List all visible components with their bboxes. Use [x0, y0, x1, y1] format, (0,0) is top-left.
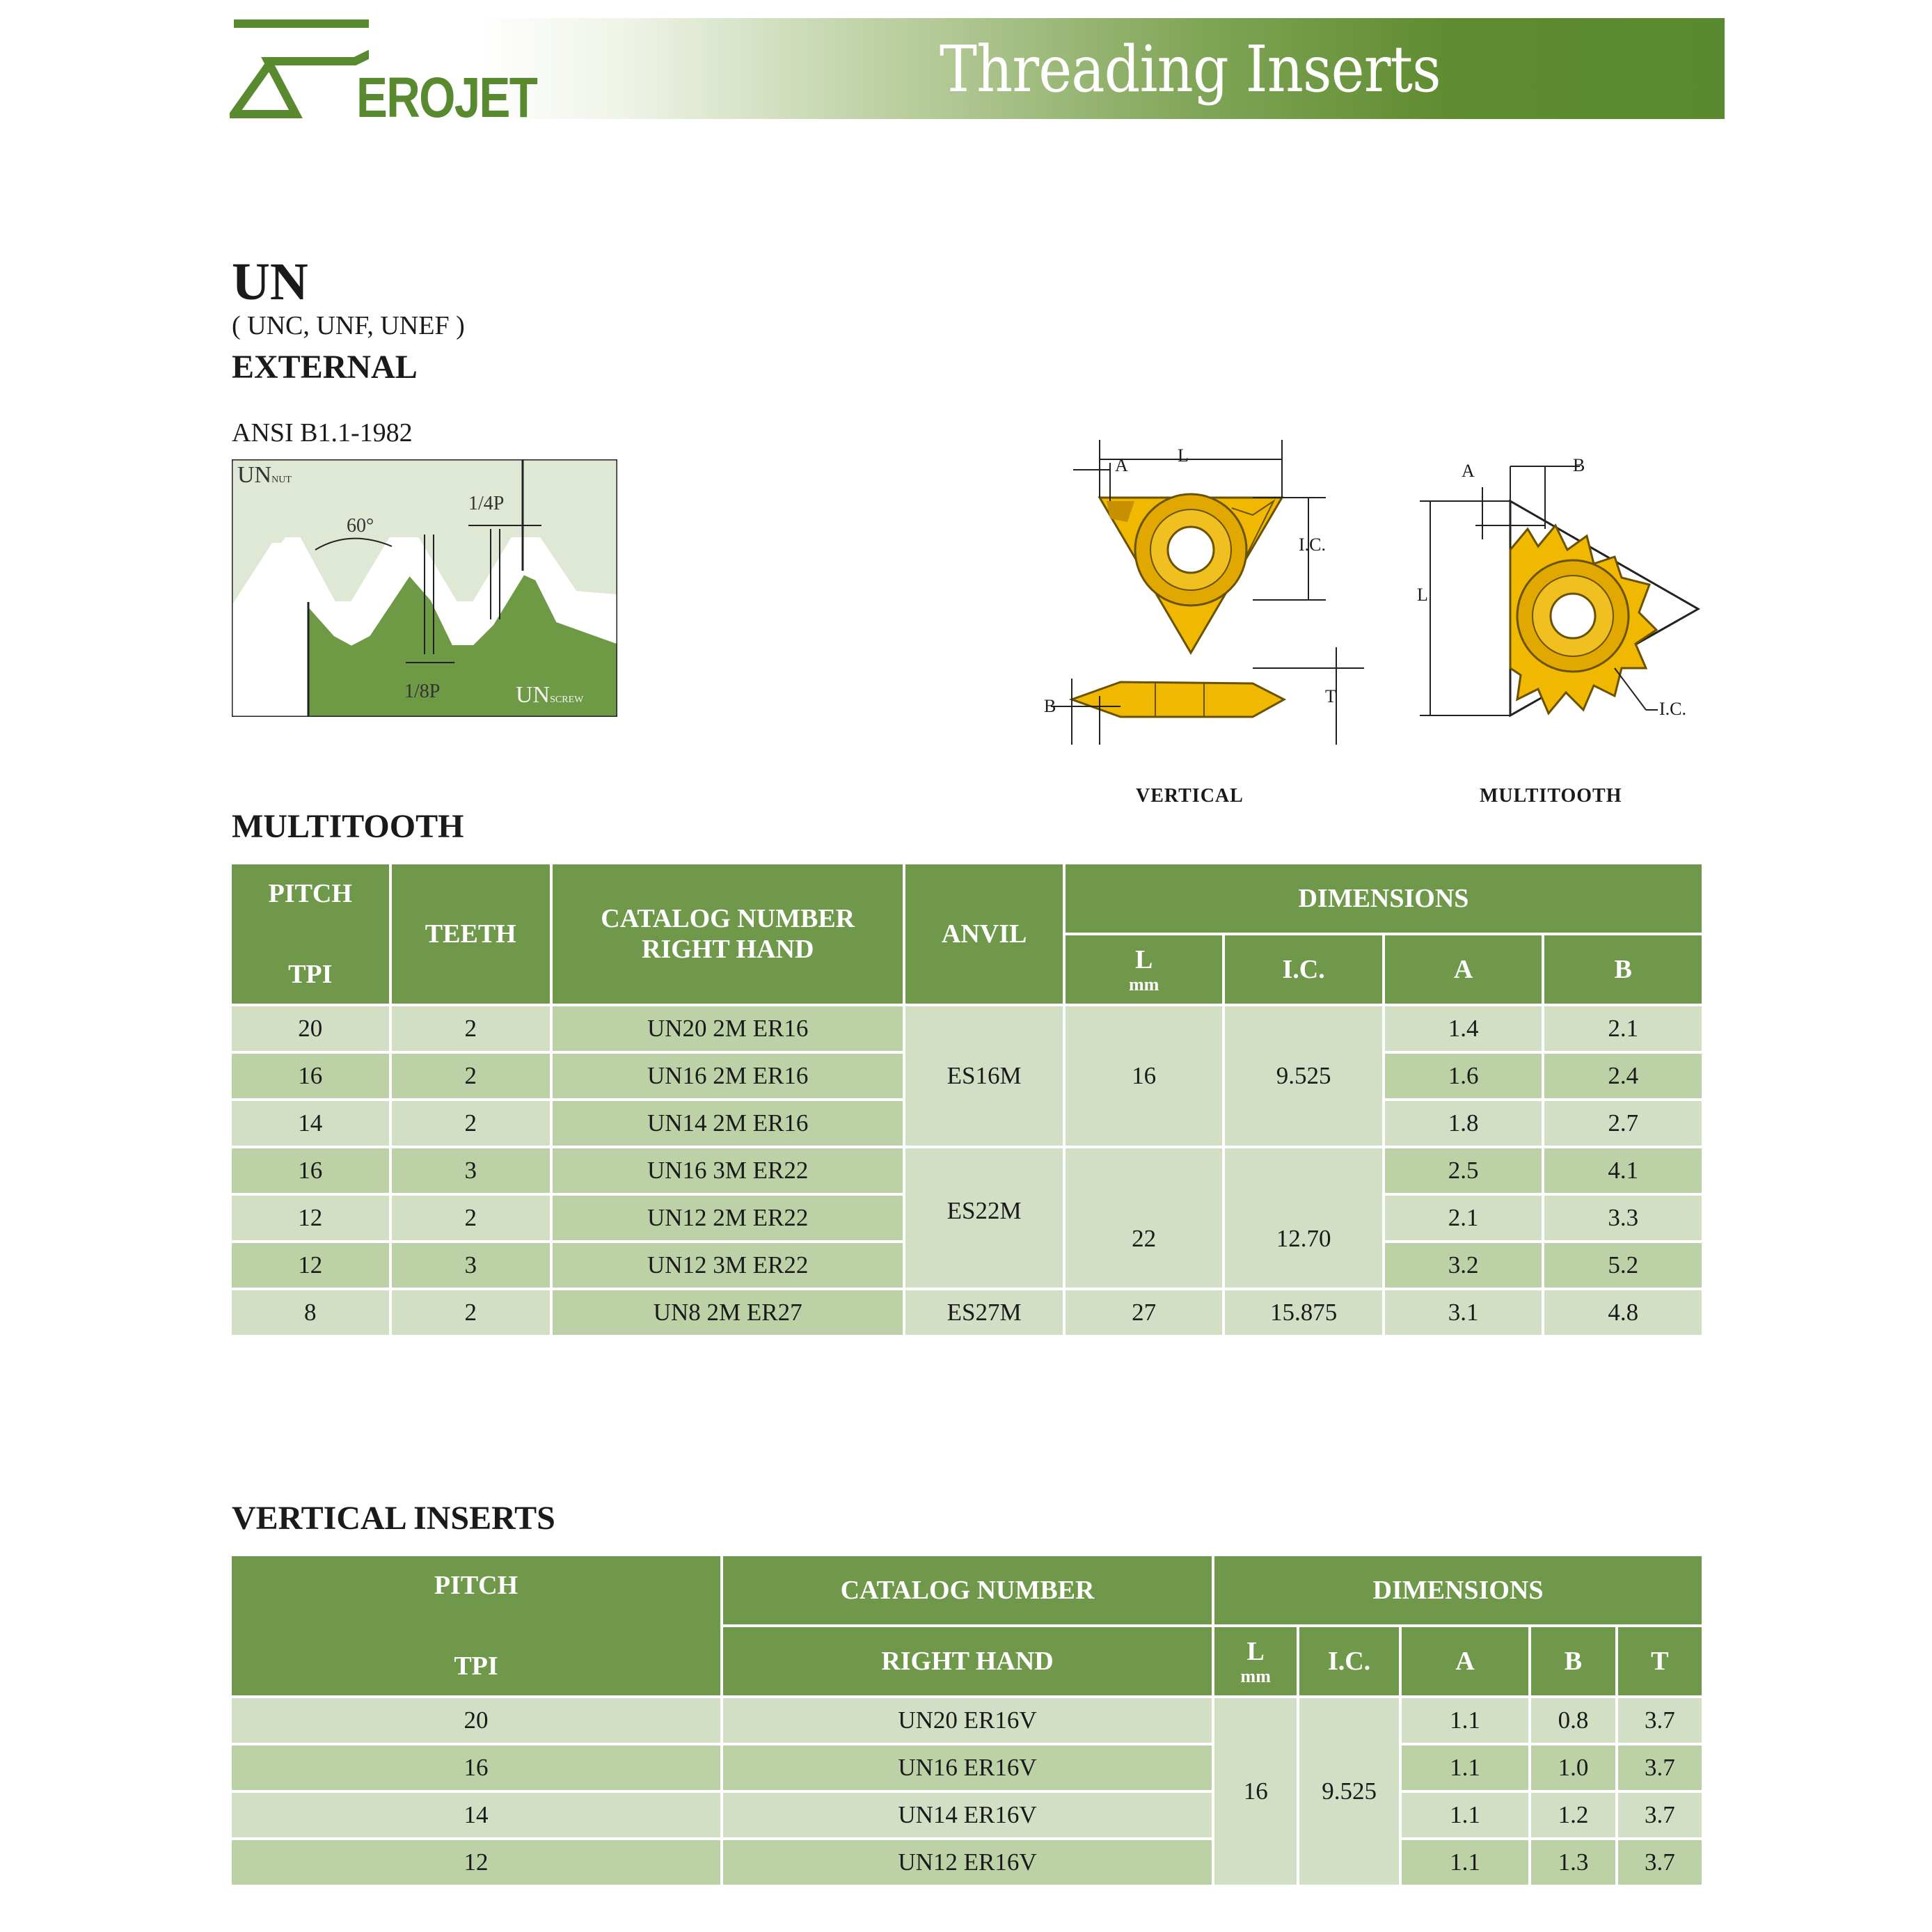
- cell-teeth: 2: [392, 1054, 551, 1098]
- header-pitch: PITCH TPI: [232, 1556, 720, 1695]
- thread-type-title: UN: [232, 253, 308, 311]
- cell-b: 1.3: [1531, 1840, 1615, 1885]
- cell-b: 0.8: [1531, 1698, 1615, 1743]
- cell-b: 2.1: [1544, 1006, 1702, 1051]
- table-row: [232, 1840, 1702, 1885]
- crest-label: 1/4P: [468, 493, 505, 514]
- cell-tpi: 20: [232, 1698, 720, 1743]
- header-dimensions: DIMENSIONS: [1066, 864, 1702, 933]
- standard-reference: ANSI B1.1-1982: [232, 418, 413, 448]
- cell-a: 1.6: [1385, 1054, 1542, 1098]
- vertical-inserts-table: [229, 1553, 1704, 1887]
- thread-variants: ( UNC, UNF, UNEF ): [232, 311, 465, 340]
- header-l: L mm: [1066, 935, 1223, 1004]
- screw-label: UNSCREW: [516, 682, 584, 708]
- header-b: B: [1531, 1627, 1615, 1695]
- vertical-a-label: A: [1115, 455, 1128, 475]
- thread-profile-svg: [232, 459, 617, 717]
- cell-l: 16: [1066, 1006, 1223, 1146]
- cell-l: 16: [1214, 1698, 1297, 1885]
- cell-b: 4.1: [1544, 1148, 1702, 1193]
- table-row: [232, 1148, 1702, 1193]
- vertical-b-label: B: [1044, 696, 1056, 716]
- cell-b: 4.8: [1544, 1290, 1702, 1335]
- cell-a: 1.8: [1385, 1101, 1542, 1146]
- cell-b: 5.2: [1544, 1243, 1702, 1288]
- header-ic: I.C.: [1225, 935, 1382, 1004]
- brand-name: EROJET: [356, 66, 537, 129]
- cell-tpi: 20: [232, 1006, 389, 1051]
- cell-teeth: 2: [392, 1101, 551, 1146]
- cell-teeth: 3: [392, 1243, 551, 1288]
- cell-anvil: ES22M: [905, 1148, 1063, 1288]
- cell-catalog: UN12 2M ER22: [553, 1196, 903, 1240]
- multitooth-ic-label: I.C.: [1659, 699, 1686, 719]
- vertical-caption: VERTICAL: [1136, 785, 1244, 807]
- cell-t: 3.7: [1618, 1745, 1702, 1790]
- vertical-t-label: T: [1325, 686, 1336, 706]
- vertical-l-label: L: [1178, 445, 1189, 466]
- vertical-section-title: VERTICAL INSERTS: [232, 1500, 555, 1537]
- cell-tpi: 16: [232, 1148, 389, 1193]
- cell-tpi: 12: [232, 1840, 720, 1885]
- header-b: B: [1544, 935, 1702, 1004]
- cell-a: 2.5: [1385, 1148, 1542, 1193]
- cell-teeth: 2: [392, 1006, 551, 1051]
- header-a: A: [1402, 1627, 1529, 1695]
- cell-tpi: 14: [232, 1101, 389, 1146]
- multitooth-table: [229, 862, 1704, 1338]
- multitooth-a-label: A: [1462, 461, 1475, 481]
- table-row: [232, 1793, 1702, 1837]
- header-catalog: CATALOG NUMBER RIGHT HAND: [553, 864, 903, 1004]
- table-row: [232, 1745, 1702, 1790]
- cell-a: 2.1: [1385, 1196, 1542, 1240]
- cell-catalog: UN12 3M ER22: [553, 1243, 903, 1288]
- header-right-hand: RIGHT HAND: [723, 1627, 1212, 1695]
- cell-b: 3.3: [1544, 1196, 1702, 1240]
- cell-catalog: UN14 ER16V: [723, 1793, 1212, 1837]
- vertical-insert-svg: [1044, 431, 1364, 759]
- header-pitch: PITCH TPI: [232, 864, 389, 1004]
- cell-catalog: UN8 2M ER27: [553, 1290, 903, 1335]
- cell-teeth: 2: [392, 1290, 551, 1335]
- multitooth-l-label: L: [1417, 585, 1428, 605]
- cell-a: 1.4: [1385, 1006, 1542, 1051]
- page-header: [230, 18, 1725, 129]
- cell-teeth: 3: [392, 1148, 551, 1193]
- angle-label: 60°: [347, 515, 374, 537]
- nut-label: UNNUT: [237, 462, 292, 488]
- cell-ic: 12.70: [1225, 1148, 1382, 1288]
- brand-logo-icon: [230, 18, 369, 119]
- cell-b: 1.2: [1531, 1793, 1615, 1837]
- vertical-insert-drawing: [1044, 431, 1364, 759]
- header-a: A: [1385, 935, 1542, 1004]
- header-anvil: ANVIL: [905, 864, 1063, 1004]
- cell-teeth: 2: [392, 1196, 551, 1240]
- cell-t: 3.7: [1618, 1840, 1702, 1885]
- cell-tpi: 16: [232, 1745, 720, 1790]
- cell-a: 3.1: [1385, 1290, 1542, 1335]
- thread-profile-diagram: [232, 459, 617, 717]
- multitooth-b-label: B: [1573, 455, 1585, 475]
- cell-a: 3.2: [1385, 1243, 1542, 1288]
- cell-a: 1.1: [1402, 1840, 1529, 1885]
- cell-b: 2.7: [1544, 1101, 1702, 1146]
- header-ic: I.C.: [1299, 1627, 1398, 1695]
- cell-tpi: 14: [232, 1793, 720, 1837]
- cell-tpi: 16: [232, 1054, 389, 1098]
- cell-anvil: ES27M: [905, 1290, 1063, 1335]
- header-t: T: [1618, 1627, 1702, 1695]
- multitooth-caption: MULTITOOTH: [1480, 785, 1622, 807]
- cell-catalog: UN16 ER16V: [723, 1745, 1212, 1790]
- cell-catalog: UN20 2M ER16: [553, 1006, 903, 1051]
- cell-a: 1.1: [1402, 1698, 1529, 1743]
- header-teeth: TEETH: [392, 864, 551, 1004]
- cell-catalog: UN12 ER16V: [723, 1840, 1212, 1885]
- cell-catalog: UN16 2M ER16: [553, 1054, 903, 1098]
- brand-logo: [230, 18, 543, 129]
- cell-a: 1.1: [1402, 1793, 1529, 1837]
- cell-catalog: UN14 2M ER16: [553, 1101, 903, 1146]
- cell-l: 27: [1066, 1290, 1223, 1335]
- cell-b: 2.4: [1544, 1054, 1702, 1098]
- cell-anvil: ES16M: [905, 1006, 1063, 1146]
- header-dimensions: DIMENSIONS: [1214, 1556, 1702, 1624]
- table-row: [232, 1006, 1702, 1051]
- cell-tpi: 12: [232, 1243, 389, 1288]
- cell-ic: 9.525: [1299, 1698, 1398, 1885]
- page-title: Threading Inserts: [940, 32, 1441, 106]
- cell-catalog: UN20 ER16V: [723, 1698, 1212, 1743]
- table-row: [232, 1698, 1702, 1743]
- insert-type: EXTERNAL: [232, 349, 418, 386]
- header-l: L mm: [1214, 1627, 1297, 1695]
- cell-l: 22: [1066, 1148, 1223, 1288]
- cell-tpi: 8: [232, 1290, 389, 1335]
- cell-ic: 9.525: [1225, 1006, 1382, 1146]
- cell-a: 1.1: [1402, 1745, 1529, 1790]
- cell-b: 1.0: [1531, 1745, 1615, 1790]
- vertical-ic-label: I.C.: [1299, 535, 1326, 555]
- cell-ic: 15.875: [1225, 1290, 1382, 1335]
- cell-t: 3.7: [1618, 1793, 1702, 1837]
- header-catalog: CATALOG NUMBER: [723, 1556, 1212, 1624]
- multitooth-insert-drawing: [1406, 445, 1726, 738]
- cell-tpi: 12: [232, 1196, 389, 1240]
- multitooth-insert-svg: [1406, 445, 1726, 738]
- table-row: [232, 1290, 1702, 1335]
- root-label: 1/8P: [404, 681, 441, 702]
- cell-catalog: UN16 3M ER22: [553, 1148, 903, 1193]
- multitooth-section-title: MULTITOOTH: [232, 808, 464, 845]
- cell-t: 3.7: [1618, 1698, 1702, 1743]
